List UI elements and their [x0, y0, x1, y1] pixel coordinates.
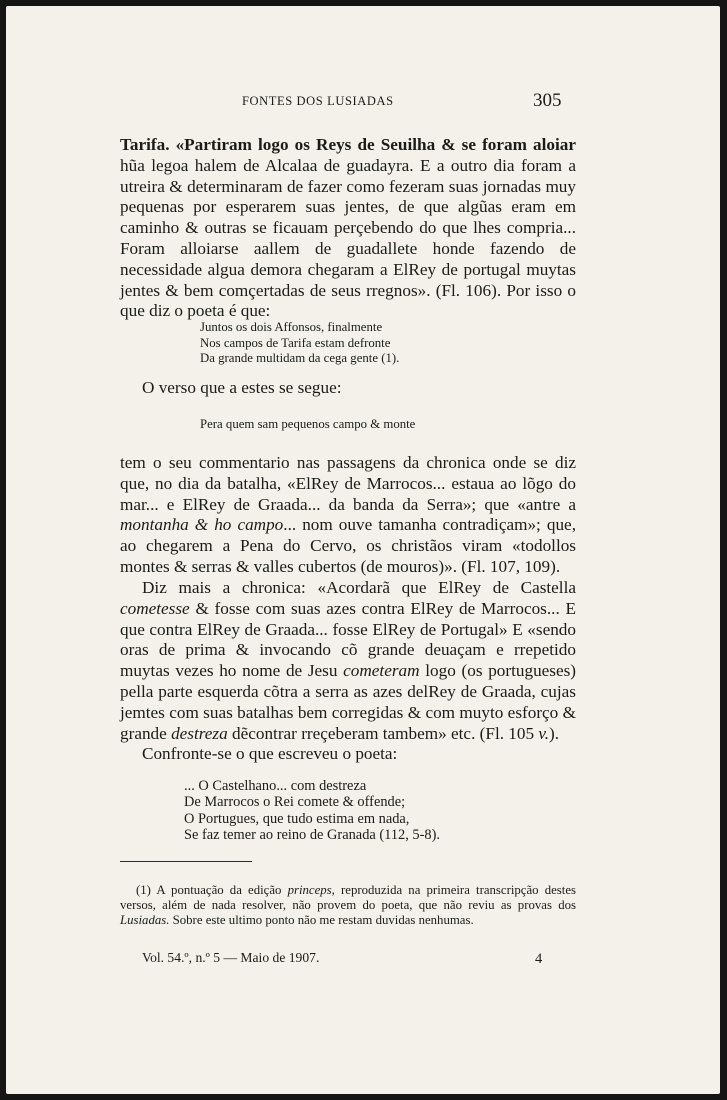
footnote — [120, 883, 576, 929]
verse-line: Se faz temer ao reino de Granada (112, 5-8). — [184, 827, 440, 844]
signature-mark: 4 — [535, 951, 543, 967]
verse-quote-3 — [184, 778, 440, 844]
verse-line: ... O Castelhano... com destreza — [184, 778, 367, 794]
paragraph-commentary — [120, 453, 576, 578]
footnote-rule — [120, 861, 252, 862]
page — [6, 6, 720, 1094]
paragraph-chronica — [120, 578, 576, 744]
italic-word: destreza — [171, 723, 228, 743]
italic-word: cometeram — [343, 661, 420, 681]
paragraph-text: dẽcontrar rreçeberam tambem» etc. (Fl. 105 — [232, 723, 535, 743]
paragraph-text: & fosse com suas azes contra ElRey de Marrocos... E que contra ElRey de Graada... fosse ElRey de Portugal» E «sendo oras de prima & invocando cõ grande deuaçam e rrepetido muytas vezes ho nome de Jesu — [120, 598, 576, 681]
paragraph-text: logo (os portugueses) pella parte esquerda cõtra a serra as azes delRey de Graada, cujas jemtes com suas batalhas bem corregidas & com muyto esforço & grande — [120, 661, 577, 743]
italic-word: Lusiadas. — [120, 913, 170, 928]
running-head — [6, 92, 720, 114]
paragraph-text: hũa legoa halem de Alcalaa de guadayra. E a outro dia foram a utreira & determinaram de fazer como fezeram suas jornadas muy pequenas por esperarem suas jentes, de que algũas eram em caminho & outras se ficauam perçebendo do que lhes compria... Foram alloiarse aallem de guadallete honde fazendo de necessidade algua demora chegaram a ElRey de portugal muytas jentes & bem comçertadas de seus rregnos». (Fl. 106). Por isso o que diz o poeta é que: — [120, 155, 576, 321]
verse-intro: O verso que a estes se segue: — [142, 378, 342, 397]
italic-word: princeps, — [287, 883, 335, 897]
italic-phrase: montanha & ho campo — [120, 515, 284, 535]
verse-line: O Portugues, que tudo estima em nada, — [184, 810, 410, 827]
volume-line: Vol. 54.º, n.º 5 — Maio de 1907. — [142, 950, 320, 965]
paragraph-text: ). — [549, 723, 560, 743]
italic-word: v. — [538, 723, 550, 743]
running-title: FONTES DOS LUSIADAS — [242, 94, 394, 108]
paragraph-text: ... nom ouve tamanha contradiçam»; que, ao chegarem a Pena do Cervo, os christãos viram «todollos montes & serras & valles cubertos (de mouros)». (Fl. 107, 109). — [120, 515, 576, 576]
footnote-text: reproduzida na primeira transcripção destes versos, além de nada resolver, não provem do poeta, que não reviu as provas dos — [120, 883, 576, 913]
footnote-text: Sobre este ultimo ponto não me restam duvidas nenhumas. — [172, 913, 474, 928]
paragraph-text: Diz mais a chronica: «Acordarã que ElRey de Castella — [142, 578, 576, 597]
paragraph-tarifa — [120, 135, 576, 322]
verse-line: Da grande multidam da cega gente (1). — [200, 351, 400, 366]
page-number: 305 — [533, 90, 562, 111]
verse-line: De Marrocos o Rei comete & offende; — [184, 794, 406, 811]
verse-quote-1 — [200, 320, 399, 367]
italic-word: cometesse — [120, 598, 190, 618]
verse-quote-2: Pera quem sam pequenos campo & monte — [200, 417, 416, 431]
footnote-text: (1) A pontuação da edição — [136, 883, 282, 897]
paragraph-confronte: Confronte-se o que escreveu o poeta: — [142, 744, 398, 763]
verse-line: Nos campos de Tarifa estam defronte — [200, 335, 391, 350]
verse-line: Juntos os dois Affonsos, finalmente — [200, 320, 383, 334]
paragraph-lead: Tarifa. «Partiram logo os Reys de Seuilha & se foram aloiar — [120, 135, 576, 154]
paragraph-text: tem o seu commentario nas passagens da chronica onde se diz que, no dia da batalha, «ElRey de Marrocos... estaua ao lõgo do mar... e ElRey de Graada... da banda da Serra»; que «antre a — [120, 453, 576, 514]
